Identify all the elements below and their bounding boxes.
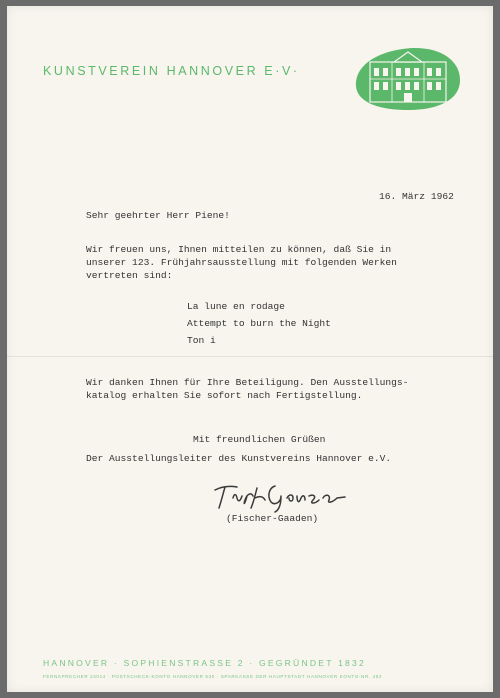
salutation: Sehr geehrter Herr Piene! — [86, 210, 230, 221]
letter-date: 16. März 1962 — [379, 191, 454, 202]
paragraph2-line: katalog erhalten Sie sofort nach Fertigstellung. — [86, 390, 363, 401]
paragraph1-line: unserer 123. Frühjahrsausstellung mit folgenden Werken — [86, 257, 397, 268]
footer-bank-details: FERNSPRECHER 24014 · POSTSCHECK-KONTO HANNOVER 530 · SPARKASSE DER HAUPTSTADT HANNOVER KONTO-NR. 452 — [43, 674, 383, 679]
letter-page — [7, 6, 493, 692]
building-icon — [352, 42, 464, 114]
work-item: Attempt to burn the Night — [187, 318, 331, 329]
paragraph1-line: Wir freuen uns, Ihnen mitteilen zu können, daß Sie in — [86, 244, 392, 255]
sender-role: Der Ausstellungsleiter des Kunstvereins Hannover e.V. — [86, 453, 392, 464]
work-item: Ton i — [187, 335, 216, 346]
signature — [209, 474, 359, 514]
footer-address: HANNOVER · SOPHIENSTRASSE 2 · GEGRÜNDET 1832 — [43, 658, 366, 668]
fold-line — [7, 356, 493, 357]
signatory-name: (Fischer-Gaaden) — [226, 513, 319, 524]
work-item: La lune en rodage — [187, 301, 285, 312]
closing: Mit freundlichen Grüßen — [193, 434, 326, 445]
paragraph2-line: Wir danken Ihnen für Ihre Beteiligung. Den Ausstellungs- — [86, 377, 409, 388]
paragraph1-line: vertreten sind: — [86, 270, 173, 281]
letterhead-title: KUNSTVEREIN HANNOVER E·V· — [43, 64, 300, 78]
